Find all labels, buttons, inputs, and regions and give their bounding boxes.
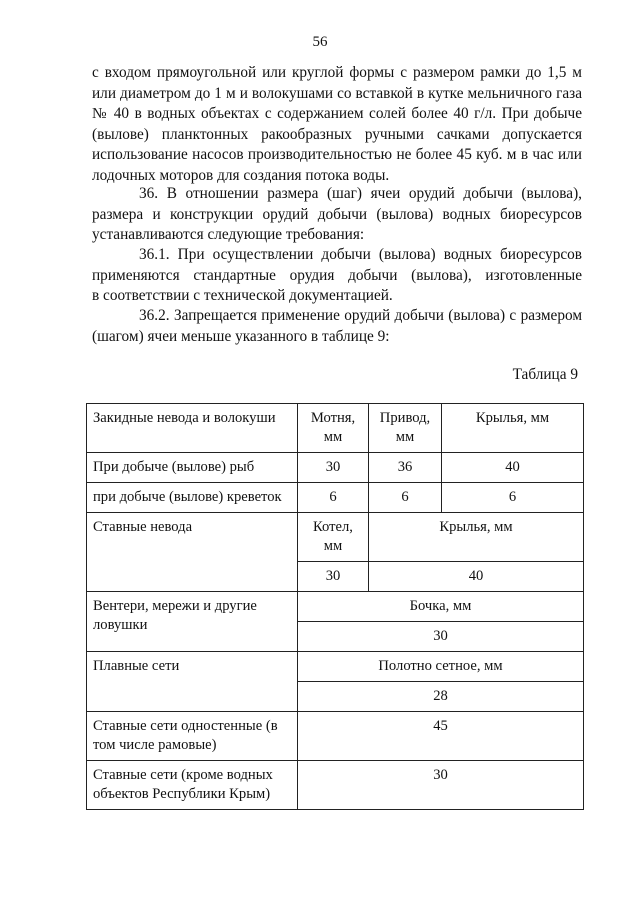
text-line: использование насосов производительностью не более 45 куб. м в час или (92, 146, 582, 163)
table-cell: 30 (298, 453, 369, 483)
table-cell: Полотно сетное, мм (298, 652, 584, 682)
table-cell: 40 (442, 453, 584, 483)
table-row (87, 592, 584, 622)
table-cell: Крылья, мм (369, 513, 584, 562)
table-cell: Привод, мм (369, 404, 442, 453)
table-cell: Ставные сети одностенные (в том числе рамовые) (87, 712, 298, 761)
text-line: (шагом) ячеи меньше указанного в таблице 9: (92, 327, 390, 345)
table-cell: Мотня, мм (298, 404, 369, 453)
table-cell: 28 (298, 682, 584, 712)
text-line: 36.2. Запрещается применение орудий добычи (вылова) с размером (139, 307, 582, 324)
text-line: устанавливаются следующие требования: (92, 226, 365, 243)
paragraph-36-2 (92, 306, 582, 347)
table-cell: 6 (298, 483, 369, 513)
table-cell: Ставные невода (87, 513, 298, 592)
table-row (87, 483, 584, 513)
table-cell: 36 (369, 453, 442, 483)
table-cell: при добыче (вылове) креветок (87, 483, 298, 513)
table-row (87, 453, 584, 483)
text-line: или диаметром до 1 м и волокушами со вставкой в кутке мельничного газа (92, 84, 582, 102)
table-row (87, 404, 584, 453)
text-line: лодочных моторов для создания потока воды. (92, 166, 390, 184)
table-cell: 30 (298, 622, 584, 652)
paragraph-continuation (92, 63, 582, 186)
text-line: 36.1. При осуществлении добычи (вылова) водных биоресурсов (139, 246, 582, 263)
table-cell: 6 (369, 483, 442, 513)
table-cell: 40 (369, 562, 584, 592)
table-cell: Вентери, мережи и другие ловушки (87, 592, 298, 652)
table-cell: Плавные сети (87, 652, 298, 712)
table-row (87, 761, 584, 810)
text-line: применяются стандартные орудия добычи (вылова), изготовленные (92, 266, 582, 284)
paragraph-36 (92, 184, 582, 246)
table-row (87, 513, 584, 562)
text-line: с входом прямоугольной или круглой формы с размером рамки до 1,5 м (92, 64, 582, 81)
text-line: в соответствии с технической документацией. (92, 287, 393, 304)
table-cell: Ставные сети (кроме водных объектов Республики Крым) (87, 761, 298, 810)
table-cell: Котел, мм (298, 513, 369, 562)
text-line: размера и конструкции орудий добычи (вылова) водных биоресурсов (92, 205, 582, 223)
paragraph-36-1 (92, 245, 582, 307)
text-line: (вылове) планктонных ракообразных ручными сачками допускается (92, 125, 582, 143)
table-cell: 30 (298, 761, 584, 810)
table-row (87, 712, 584, 761)
table-cell: 45 (298, 712, 584, 761)
text-line: 36. В отношении размера (шаг) ячеи орудий добычи (вылова), (139, 185, 582, 202)
table-row (87, 652, 584, 682)
table-cell: Крылья, мм (442, 404, 584, 453)
table-cell: Закидные невода и волокуши (87, 404, 298, 453)
text-line: № 40 в водных объектах с содержанием солей более 40 г/л. При добыче (92, 105, 582, 122)
page-number: 56 (312, 34, 328, 50)
mesh-size-table (86, 403, 584, 810)
table-cell: Бочка, мм (298, 592, 584, 622)
table-caption: Таблица 9 (512, 366, 578, 383)
table-cell: 30 (298, 562, 369, 592)
table-cell: При добыче (вылове) рыб (87, 453, 298, 483)
table-cell: 6 (442, 483, 584, 513)
